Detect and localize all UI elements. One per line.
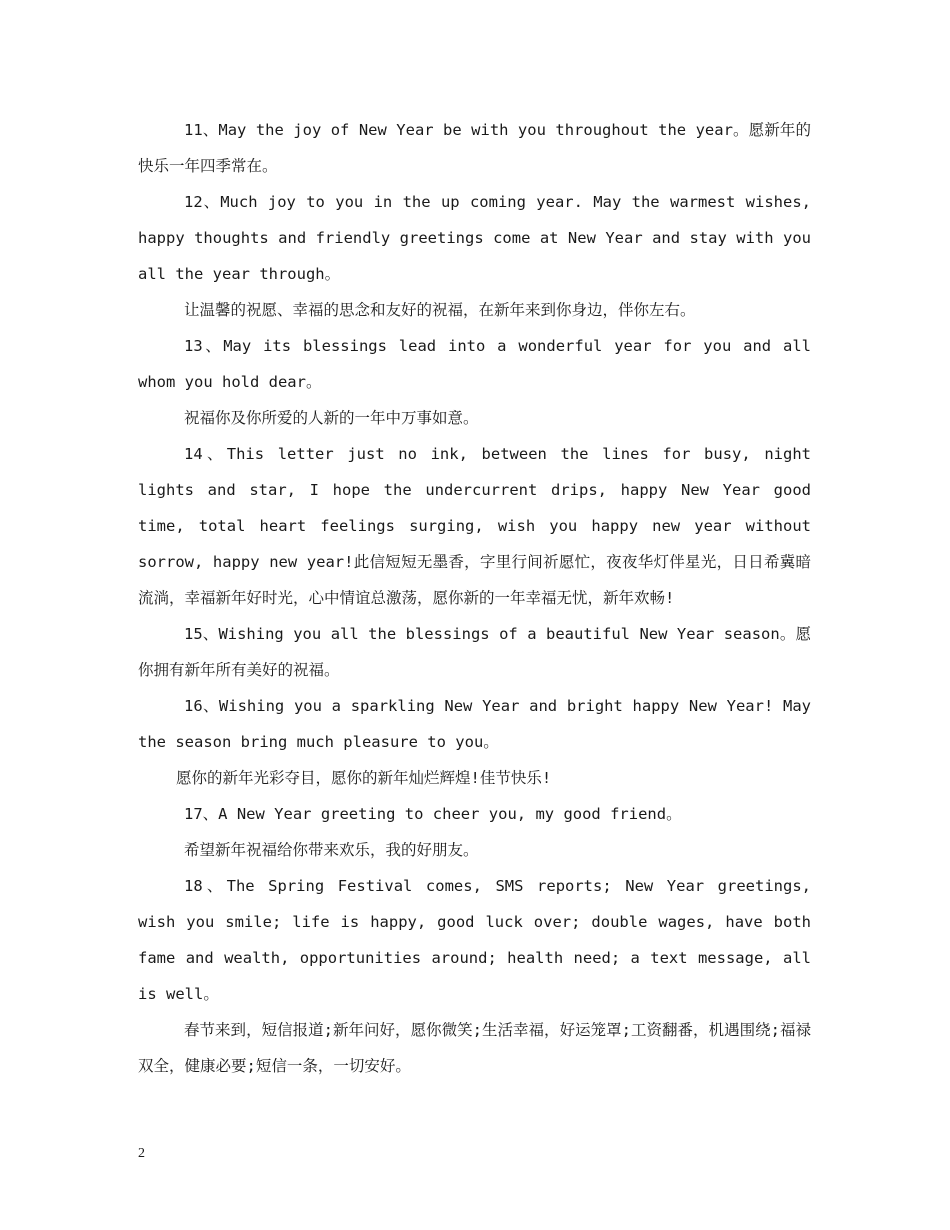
paragraph-13: 13、May its blessings lead into a wonderful year for you and all whom you hold dear。 <box>138 337 811 391</box>
paragraph-16: 16、Wishing you a sparkling New Year and bright happy New Year! May the season bring much pleasure to you。 <box>138 697 811 751</box>
paragraph-16-translation: 愿你的新年光彩夺目，愿你的新年灿烂辉煌!佳节快乐! <box>176 769 552 787</box>
paragraph-18-translation: 春节来到，短信报道;新年问好，愿你微笑;生活幸福，好运笼罩;工资翻番，机遇围绕;福禄双全，健康必要;短信一条，一切安好。 <box>138 1021 811 1075</box>
document-body <box>138 112 811 1084</box>
paragraph-12: 12、Much joy to you in the up coming year. May the warmest wishes, happy thoughts and friendly greetings come at New Year and stay with you all the year through。 <box>138 193 811 283</box>
paragraph-17-translation: 希望新年祝福给你带来欢乐，我的好朋友。 <box>184 841 479 859</box>
paragraph-14: 14、This letter just no ink, between the lines for busy, night lights and star, I hope the undercurrent drips, happy New Year good time, total heart feelings surging, wish you happy new year without sorrow, happy new year!此信短短无墨香，字里行间祈愿忙，夜夜华灯伴星光，日日希冀暗流淌，幸福新年好时光，心中情谊总激荡，愿你新的一年幸福无忧，新年欢畅! <box>138 445 811 607</box>
paragraph-11: 11、May the joy of New Year be with you throughout the year。愿新年的快乐一年四季常在。 <box>138 121 811 175</box>
paragraph-12-translation: 让温馨的祝愿、幸福的思念和友好的祝福，在新年来到你身边，伴你左右。 <box>184 301 696 319</box>
paragraph-15: 15、Wishing you all the blessings of a beautiful New Year season。愿你拥有新年所有美好的祝福。 <box>138 625 811 679</box>
paragraph-17: 17、A New Year greeting to cheer you, my good friend。 <box>184 805 682 823</box>
page-number: 2 <box>138 1146 145 1161</box>
paragraph-18: 18、The Spring Festival comes, SMS reports; New Year greetings, wish you smile; life is happy, good luck over; double wages, have both fame and wealth, opportunities around; health need; a text message, all is well。 <box>138 877 811 1003</box>
paragraph-13-translation: 祝福你及你所爱的人新的一年中万事如意。 <box>184 409 479 427</box>
